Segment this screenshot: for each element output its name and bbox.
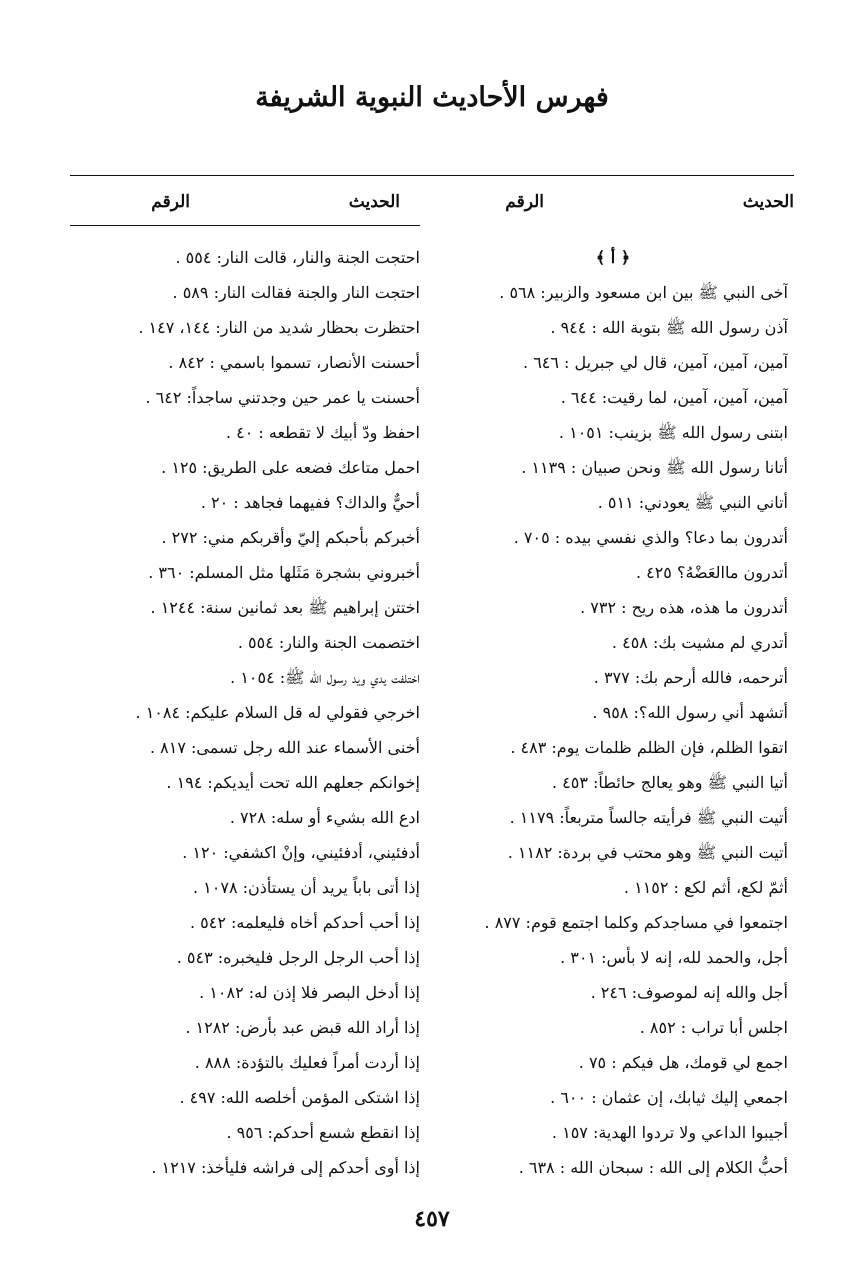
index-entry: اختلفت يدي ويد رسول الله ﷺ: ١٠٥٤ . (230, 668, 420, 687)
index-entry: إذا أدخل البصر فلا إذن له: ١٠٨٢ . (199, 983, 420, 1002)
index-entry: أتدرون بما دعا؟ والذي نفسي بيده : ٧٠٥ . (513, 528, 788, 547)
index-entry: احتظرت بحظار شديد من النار: ١٤٤، ١٤٧ . (138, 318, 420, 337)
index-entry: أحسنت يا عمر حين وجدتني ساجداً: ٦٤٢ . (145, 388, 420, 407)
index-entry: أتدرون ماالعَضْهُ؟ ٤٢٥ . (635, 563, 788, 582)
index-entry: أجيبوا الداعي ولا تردوا الهدية: ١٥٧ . (551, 1123, 788, 1142)
header-number: الرقم (151, 192, 190, 212)
index-entry: أتشهد أني رسول الله؟: ٩٥٨ . (592, 703, 788, 722)
index-entry: إذا أوى أحدكم إلى فراشه فليأخذ: ١٢١٧ . (151, 1158, 420, 1177)
index-entry: آمين، آمين، آمين، لما رقيت: ٦٤٤ . (560, 388, 788, 407)
index-entry: اجلس أبا تراب : ٨٥٢ . (639, 1018, 788, 1037)
page-number: ٤٥٧ (414, 1206, 450, 1232)
index-entry: أجل، والحمد لله، إنه لا بأس: ٣٠١ . (560, 948, 788, 967)
index-entry: ادع الله بشيء أو سله: ٧٢٨ . (229, 808, 420, 827)
index-entry: احمل متاعك فضعه على الطريق: ١٢٥ . (161, 458, 420, 477)
page-title: فهرس الأحاديث النبوية الشريفة (255, 82, 609, 113)
index-entry: احتجت النار والجنة فقالت النار: ٥٨٩ . (172, 283, 420, 302)
index-entry: إذا أحب أحدكم أخاه فليعلمه: ٥٤٢ . (189, 913, 420, 932)
index-entry: أتيا النبي ﷺ وهو يعالج حائطاً: ٤٥٣ . (552, 773, 788, 792)
index-column-right (438, 240, 788, 1185)
index-entry: أثمّ لكع، أثم لكع : ١١٥٢ . (623, 878, 788, 897)
index-entry: أجل والله إنه لموصوف: ٢٤٦ . (590, 983, 788, 1002)
index-entry: إذا أحب الرجل الرجل فليخبره: ٥٤٣ . (176, 948, 420, 967)
index-entry: اجتمعوا في مساجدكم وكلما اجتمع قوم: ٨٧٧ . (484, 913, 788, 932)
index-entry: أحيٌّ والداك؟ ففيهما فجاهد : ٢٠ . (200, 493, 420, 512)
index-entry: أحبُّ الكلام إلى الله : سبحان الله : ٦٣٨ . (518, 1158, 788, 1177)
index-entry: أتاني النبي ﷺ يعودني: ٥١١ . (597, 493, 788, 512)
index-entry: احتجت الجنة والنار، قالت النار: ٥٥٤ . (175, 248, 420, 267)
index-entry: إذا أتى باباً يريد أن يستأذن: ١٠٧٨ . (193, 878, 420, 897)
index-entry: أدفئيني، أدفئيني، وإنْ اكشفي: ١٢٠ . (182, 843, 420, 862)
left-column-header (70, 186, 420, 226)
top-rule (70, 175, 794, 176)
index-entry: إخوانكم جعلهم الله تحت أيديكم: ١٩٤ . (166, 773, 420, 792)
index-entry: أتدرون ما هذه، هذه ريح : ٧٣٢ . (580, 598, 788, 617)
index-entry: إذا انقطع شسع أحدكم: ٩٥٦ . (226, 1123, 420, 1142)
header-hadith: الحديث (742, 192, 794, 212)
index-entry: اجمعي إليك ثيابك، إن عثمان : ٦٠٠ . (550, 1088, 788, 1107)
column-headers (70, 186, 794, 226)
index-entry: أتيت النبي ﷺ فرأيته جالساً متربعاً: ١١٧٩ . (509, 808, 788, 827)
index-entry: أخبروني بشجرة مَثَلها مثل المسلم: ٣٦٠ . (148, 563, 420, 582)
index-entry: آذن رسول الله ﷺ بتوبة الله : ٩٤٤ . (550, 318, 788, 337)
index-column-left (68, 240, 420, 1185)
index-entry: احفظ ودّ أبيك لا تقطعه : ٤٠ . (225, 423, 420, 442)
index-entry: اختصمت الجنة والنار: ٥٥٤ . (237, 633, 420, 652)
index-entry: ابتنى رسول الله ﷺ بزينب: ١٠٥١ . (558, 423, 788, 442)
index-entry: إذا أراد الله قبض عبد بأرض: ١٢٨٢ . (185, 1018, 420, 1037)
index-entry: أخنى الأسماء عند الله رجل تسمى: ٨١٧ . (150, 738, 420, 757)
index-entry: إذا أردت أمراً فعليك بالتؤدة: ٨٨٨ . (194, 1053, 420, 1072)
index-entry: أترحمه، فالله أرحم بك: ٣٧٧ . (593, 668, 788, 687)
index-entry: آمين، آمين، آمين، قال لي جبريل : ٦٤٦ . (523, 353, 788, 372)
index-entry: أخبركم بأحبكم إليّ وأقربكم مني: ٢٧٢ . (161, 528, 420, 547)
index-entry: أحسنت الأنصار، تسموا باسمي : ٨٤٢ . (168, 353, 420, 372)
index-entry: إذا اشتكى المؤمن أخلصه الله: ٤٩٧ . (179, 1088, 420, 1107)
index-entry: آخى النبي ﷺ بين ابن مسعود والزبير: ٥٦٨ . (499, 283, 788, 302)
header-hadith: الحديث (348, 192, 400, 212)
section-label: ﴿ أ ﴾ (595, 248, 631, 267)
header-number: الرقم (505, 192, 544, 212)
right-column-header (444, 186, 794, 226)
index-entry: أتانا رسول الله ﷺ ونحن صبيان : ١١٣٩ . (521, 458, 788, 477)
header-underline (70, 225, 420, 226)
index-entry: اختتن إبراهيم ﷺ بعد ثمانين سنة: ١٢٤٤ . (150, 598, 420, 617)
index-entry: اخرجي فقولي له قل السلام عليكم: ١٠٨٤ . (135, 703, 420, 722)
index-entry: اجمع لي قومك، هل فيكم : ٧٥ . (578, 1053, 788, 1072)
index-entry: أتدري لم مشيت بك: ٤٥٨ . (611, 633, 788, 652)
index-entry: اتقوا الظلم، فإن الظلم ظلمات يوم: ٤٨٣ . (510, 738, 788, 757)
index-entry: أتيت النبي ﷺ وهو محتب في بردة: ١١٨٢ . (507, 843, 788, 862)
